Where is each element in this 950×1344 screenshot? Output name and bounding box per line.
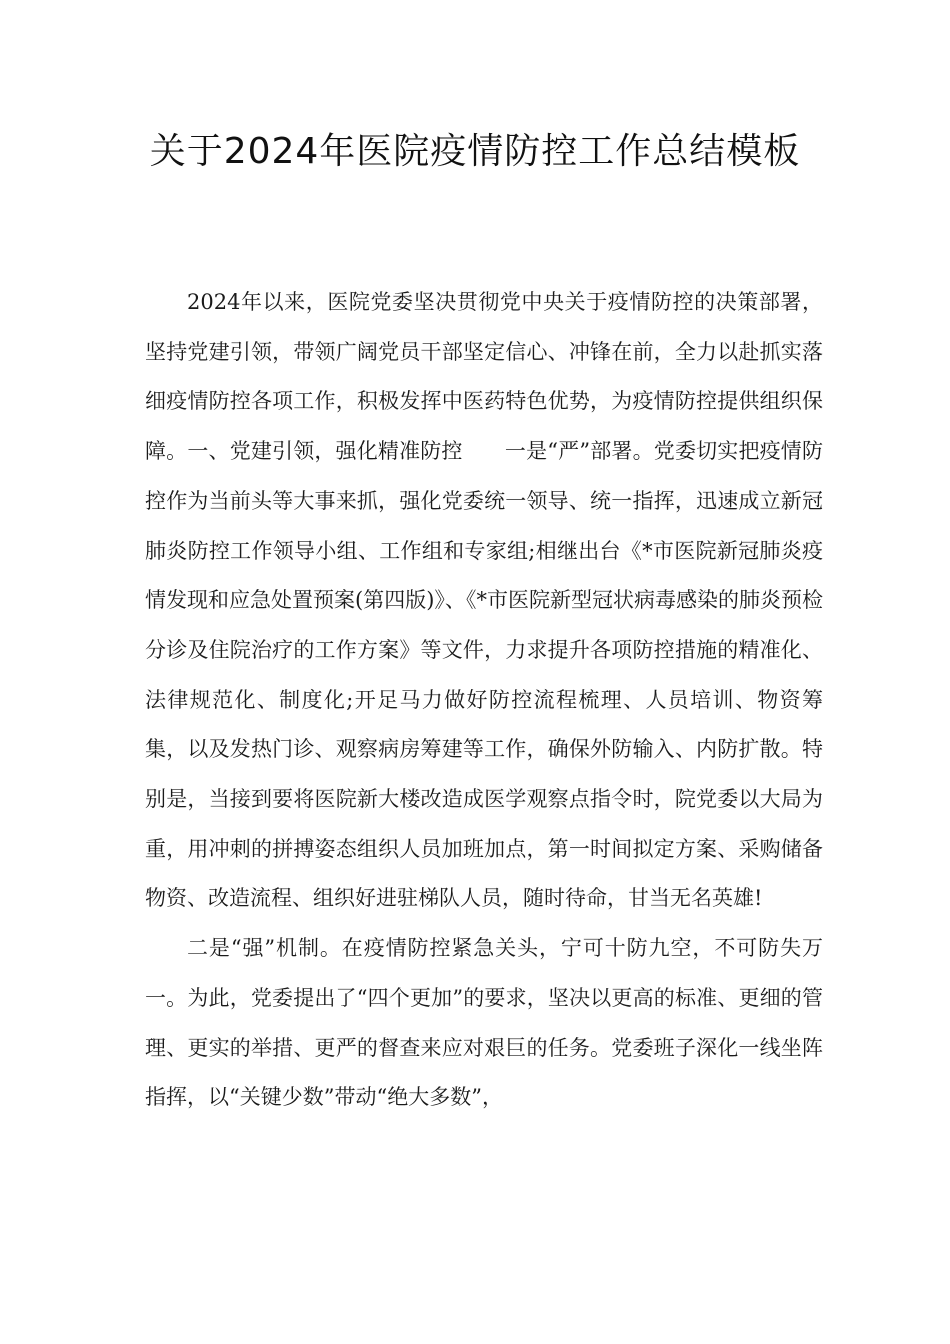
paragraph-2: 二是“强”机制。在疫情防控紧急关头，宁可十防九空，不可防失万一。为此，党委提出了“四个更加”的要求，坚决以更高的标准、更细的管理、更实的举措、更严的督查来应对艰巨的任务。党委班子深化一线坐阵指挥，以“关键少数”带动“绝大多数”，	[145, 936, 823, 1110]
paragraph-1: 2024年以来，医院党委坚决贯彻党中央关于疫情防控的决策部署，坚持党建引领，带领广阔党员干部坚定信心、冲锋在前，全力以赴抓实落细疫情防控各项工作，积极发挥中医药特色优势，为疫情防控提供组织保障。一、党建引领，强化精准防控 一是“严”部署。党委切实把疫情防控作为当前头等大事来抓，强化党委统一领导、统一指挥，迅速成立新冠肺炎防控工作领导小组、工作组和专家组;相继出台《*市医院新冠肺炎疫情发现和应急处置预案(第四版)》、《*市医院新型冠状病毒感染的肺炎预检分诊及住院治疗的工作方案》等文件，力求提升各项防控措施的精准化、法律规范化、制度化;开足马力做好防控流程梳理、人员培训、物资筹集，以及发热门诊、观察病房筹建等工作，确保外防输入、内防扩散。特别是，当接到要将医院新大楼改造成医学观察点指令时，院党委以大局为重，用冲刺的拼搏姿态组织人员加班加点，第一时间拟定方案、采购储备物资、改造流程、组织好进驻梯队人员，随时待命，甘当无名英雄!	[145, 290, 823, 911]
document-title: 关于2024年医院疫情防控工作总结模板	[149, 131, 801, 172]
document-body	[145, 278, 823, 1123]
